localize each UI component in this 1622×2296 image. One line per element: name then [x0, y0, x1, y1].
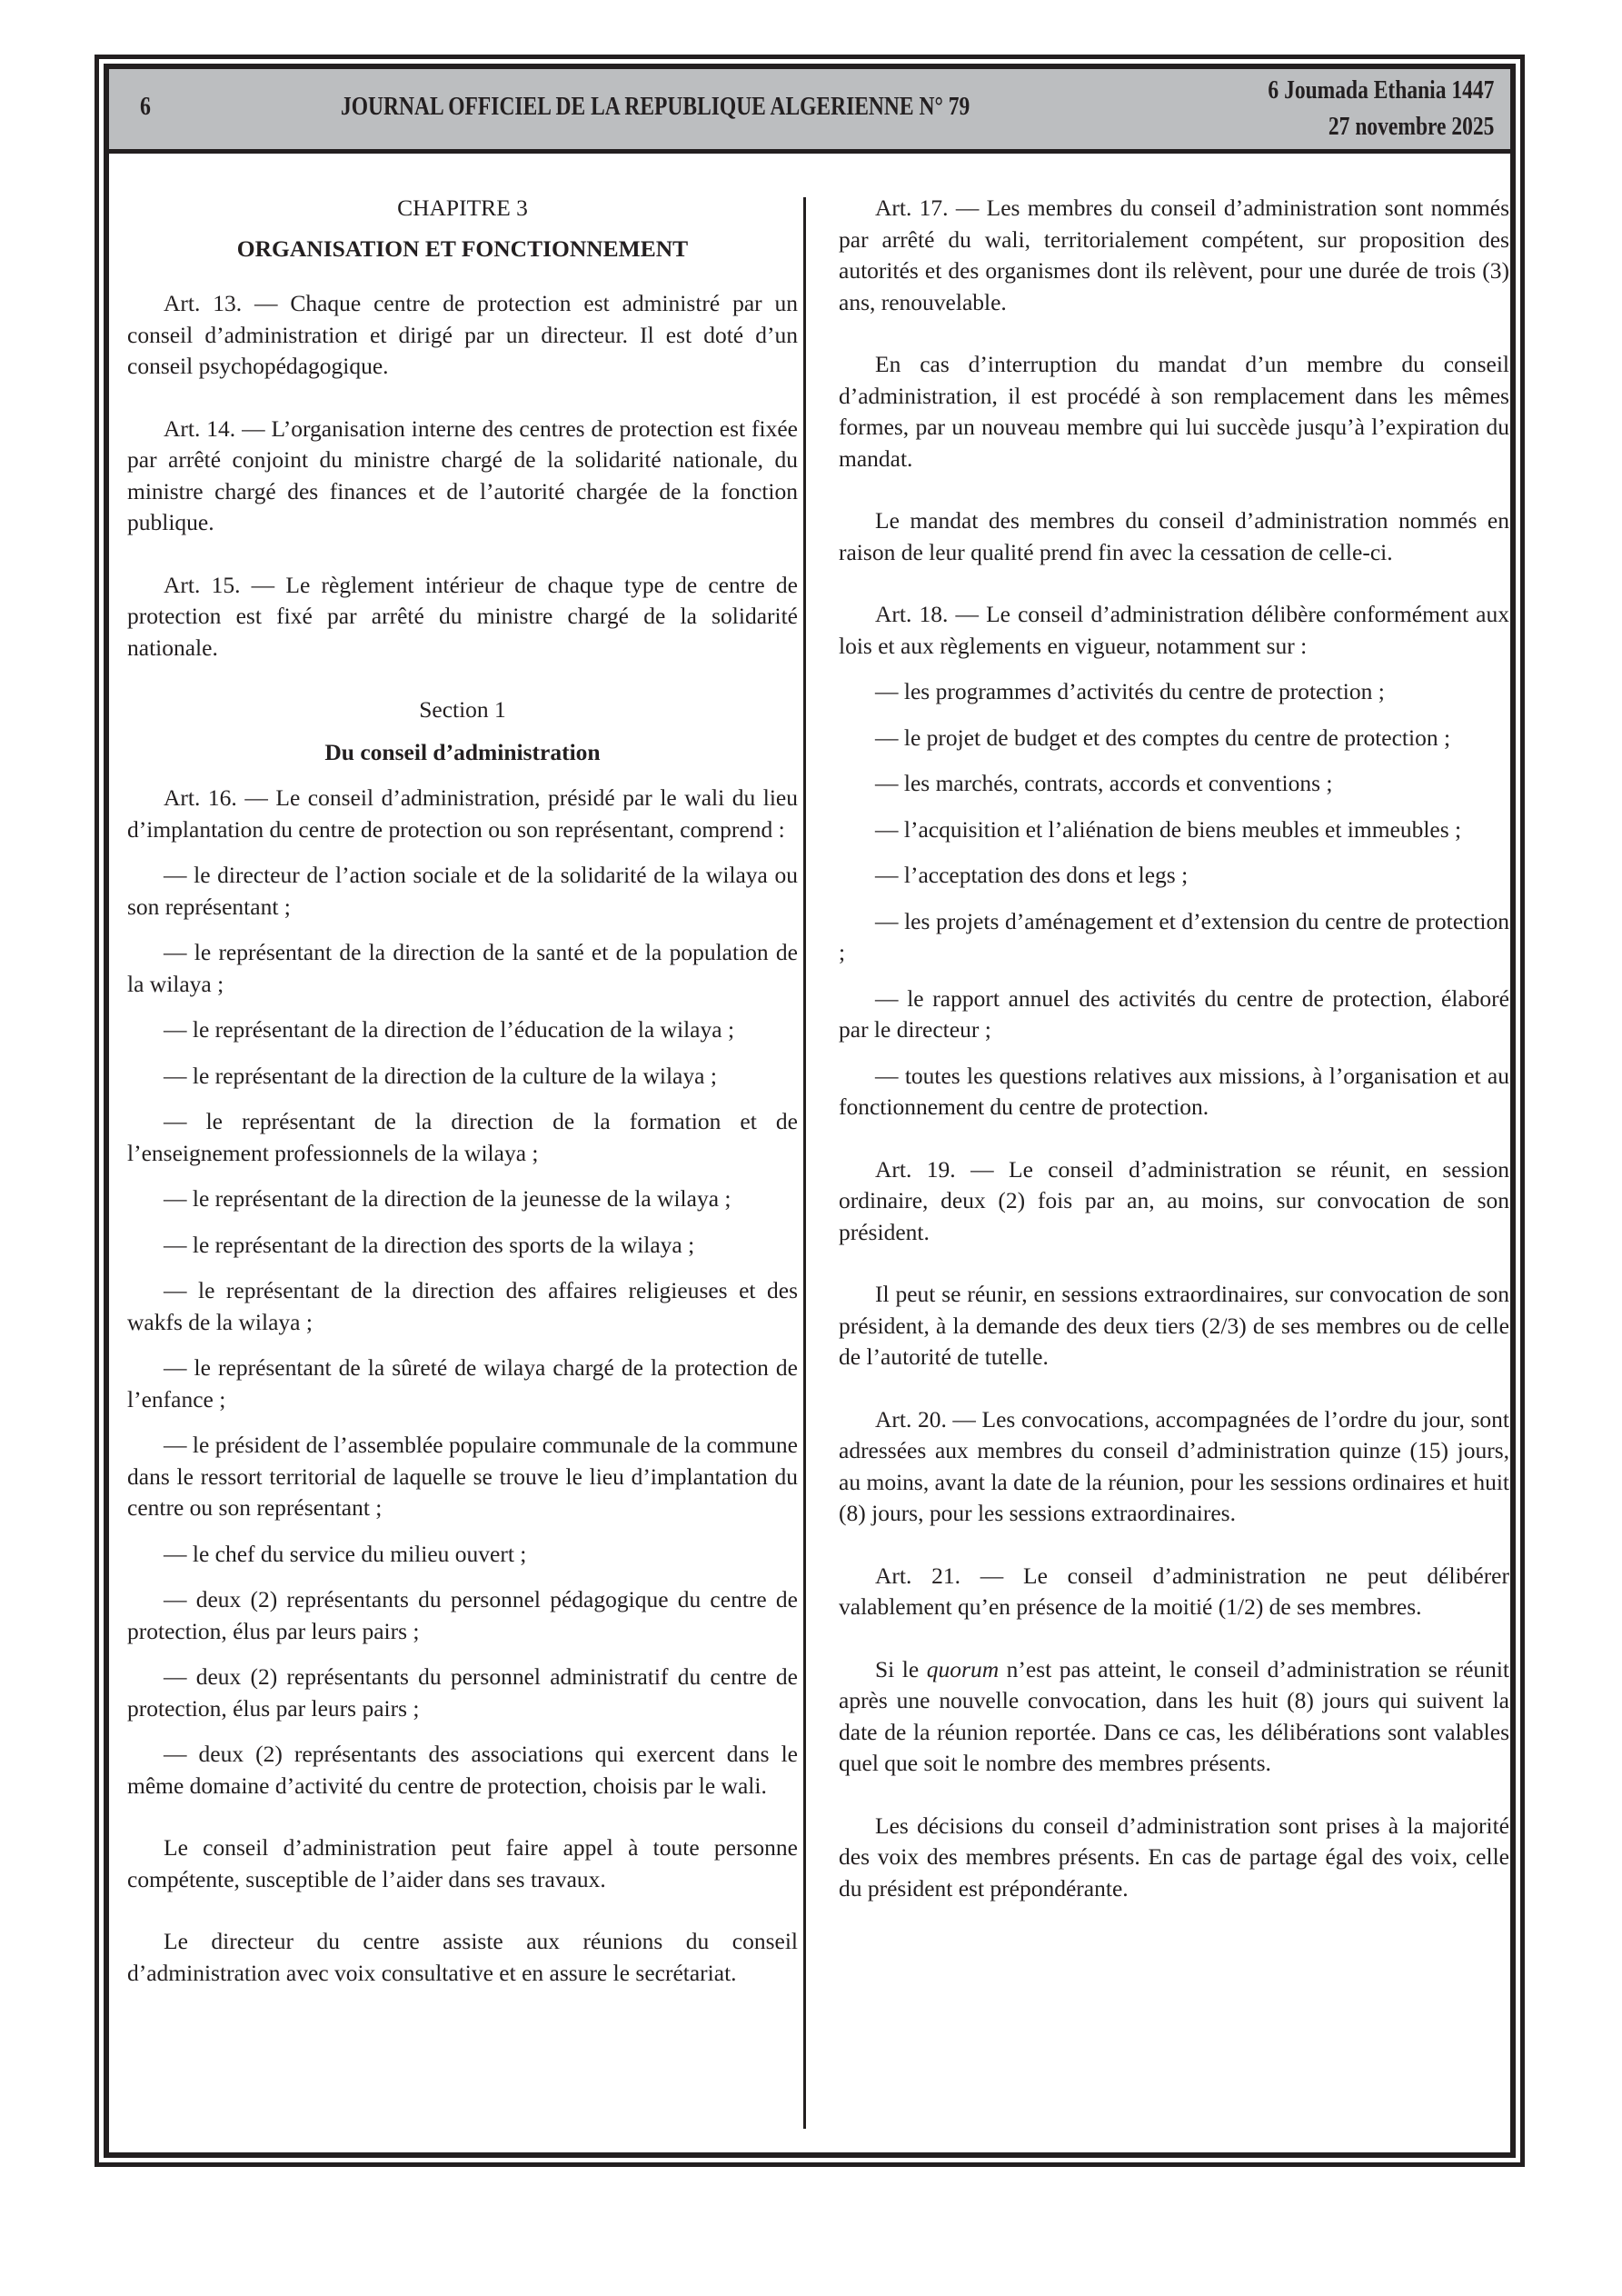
- list-item: — le directeur de l’action sociale et de la solidarité de la wilaya ou son représentant ;: [127, 862, 798, 920]
- article-16-paragraph-3: Le directeur du centre assiste aux réunions du conseil d’administration avec voix consultative et en assure le secrétariat.: [127, 1928, 798, 1986]
- chapter-title: ORGANISATION ET FONCTIONNEMENT: [236, 235, 689, 262]
- list-item: — le représentant de la direction de la formation et de l’enseignement professionnels de la wilaya ;: [127, 1108, 798, 1166]
- article-16-paragraph-2: Le conseil d’administration peut faire appel à toute personne compétente, susceptible de l’aider dans ses travaux.: [127, 1834, 798, 1892]
- list-item: — les projets d’aménagement et d’extension du centre de protection ;: [839, 907, 1509, 965]
- list-item: — le représentant de la direction de l’éducation de la wilaya ;: [164, 1016, 735, 1043]
- section-title: Du conseil d’administration: [324, 738, 601, 765]
- list-item: — le représentant de la direction de la santé et de la population de la wilaya ;: [127, 939, 798, 997]
- article-17-paragraph-3: Le mandat des membres du conseil d’administration nommés en raison de leur qualité prend fin avec la cessation de celle-ci.: [839, 507, 1509, 565]
- journal-title: JOURNAL OFFICIEL DE LA REPUBLIQUE ALGERIENNE N° 79: [341, 93, 970, 121]
- article-21-paragraph-2: [839, 1654, 1509, 1780]
- article-17-paragraph-2: En cas d’interruption du mandat d’un membre du conseil d’administration, il est procédé à son remplacement dans les mêmes formes, par un nouveau membre qui lui succède jusqu’à l’expiration du mandat.: [839, 351, 1509, 472]
- hijri-date: 6 Joumada Ethania 1447: [1268, 76, 1494, 105]
- list-item: — les programmes d’activités du centre de protection ;: [875, 678, 1385, 704]
- left-column: [127, 193, 798, 2020]
- list-item: — le représentant de la direction des affaires religieuses et des wakfs de la wilaya ;: [127, 1277, 798, 1335]
- quorum-italic: quorum: [926, 1655, 1000, 1682]
- list-item: — le président de l’assemblée populaire communale de la commune dans le ressort territorial de laquelle se trouve le lieu d’implantation du centre ou son représentant ;: [127, 1432, 798, 1521]
- article-15: Art. 15. — Le règlement intérieur de chaque type de centre de protection est fixé par arrêté du ministre chargé de la solidarité nationale.: [127, 571, 798, 661]
- chapter-label: CHAPITRE 3: [397, 195, 528, 221]
- article-19-paragraph-2: Il peut se réunir, en sessions extraordinaires, sur convocation de son président, à la demande des deux tiers (2/3) de ses membres ou de celle de l’autorité de tutelle.: [839, 1281, 1509, 1370]
- article-16-intro: Art. 16. — Le conseil d’administration, présidé par le wali du lieu d’implantation du centre de protection ou son représentant, comprend :: [127, 784, 798, 843]
- page-number: 6: [140, 93, 151, 121]
- right-column: [839, 193, 1509, 1935]
- page-header: [109, 69, 1510, 154]
- list-item: — le projet de budget et des comptes du centre de protection ;: [875, 724, 1451, 751]
- list-item: — le représentant de la direction de la culture de la wilaya ;: [164, 1062, 717, 1089]
- list-item: — deux (2) représentants du personnel pédagogique du centre de protection, élus par leurs pairs ;: [127, 1586, 798, 1644]
- text-run: n’est pas atteint, le conseil d’administration se réunit après une nouvelle convocation, dans les huit (8) jours qui suivent la date de la réunion reportée. Dans ce cas, les délibérations sont valables quel que soit le nombre des membres présents.: [839, 1655, 1509, 1776]
- article-19: Art. 19. — Le conseil d’administration se réunit, en session ordinaire, deux (2) fois par an, au moins, sur convocation de son président.: [839, 1155, 1509, 1245]
- article-17: Art. 17. — Les membres du conseil d’administration sont nommés par arrêté du wali, territorialement compétent, sur proposition des autorités et des organismes dont ils relèvent, pour une durée de trois (3) ans, renouvelable.: [839, 195, 1509, 315]
- list-item: — toutes les questions relatives aux missions, à l’organisation et au fonctionnement du centre de protection.: [839, 1062, 1509, 1120]
- gregorian-date: 27 novembre 2025: [1328, 113, 1494, 141]
- article-20: Art. 20. — Les convocations, accompagnées de l’ordre du jour, sont adressées aux membres du conseil d’administration quinze (15) jours, au moins, avant la date de la réunion, pour les sessions ordinaires et huit (8) jours, pour les sessions extraordinaires.: [839, 1405, 1509, 1526]
- article-18-intro: Art. 18. — Le conseil d’administration délibère conformément aux lois et aux règlements en vigueur, notamment sur :: [839, 601, 1509, 659]
- list-item: — les marchés, contrats, accords et conventions ;: [875, 770, 1333, 796]
- column-divider: [803, 197, 806, 2129]
- list-item: — le rapport annuel des activités du centre de protection, élaboré par le directeur ;: [839, 984, 1509, 1043]
- article-21-paragraph-3: Les décisions du conseil d’administration sont prises à la majorité des voix des membres présents. En cas de partage égal des voix, celle du président est prépondérante.: [839, 1812, 1509, 1902]
- text-run: Si le: [875, 1655, 927, 1682]
- list-item: — le représentant de la direction des sports de la wilaya ;: [164, 1231, 695, 1258]
- article-13: Art. 13. — Chaque centre de protection est administré par un conseil d’administration et dirigé par un directeur. Il est doté d’un conseil psychopédagogique.: [127, 290, 798, 379]
- list-item: — l’acceptation des dons et legs ;: [875, 862, 1189, 888]
- list-item: — le représentant de la sûreté de wilaya chargé de la protection de l’enfance ;: [127, 1354, 798, 1413]
- list-item: — l’acquisition et l’aliénation de biens meubles et immeubles ;: [875, 815, 1462, 843]
- list-item: — deux (2) représentants des associations qui exercent dans le même domaine d’activité du centre de protection, choisis par le wali.: [127, 1741, 798, 1799]
- article-21: Art. 21. — Le conseil d’administration ne peut délibérer valablement qu’en présence de la moitié (1/2) de ses membres.: [839, 1562, 1509, 1620]
- issue-date: [1225, 73, 1494, 145]
- list-item: — le représentant de la direction de la jeunesse de la wilaya ;: [164, 1185, 731, 1212]
- section-label: Section 1: [419, 696, 506, 723]
- article-14: Art. 14. — L’organisation interne des centres de protection est fixée par arrêté conjoint du ministre chargé de la solidarité nationale, du ministre chargé des finances et de l’autorité chargée de la fonction publique.: [127, 414, 798, 535]
- list-item: — deux (2) représentants du personnel administratif du centre de protection, élus par leurs pairs ;: [127, 1663, 798, 1722]
- list-item: — le chef du service du milieu ouvert ;: [164, 1540, 527, 1567]
